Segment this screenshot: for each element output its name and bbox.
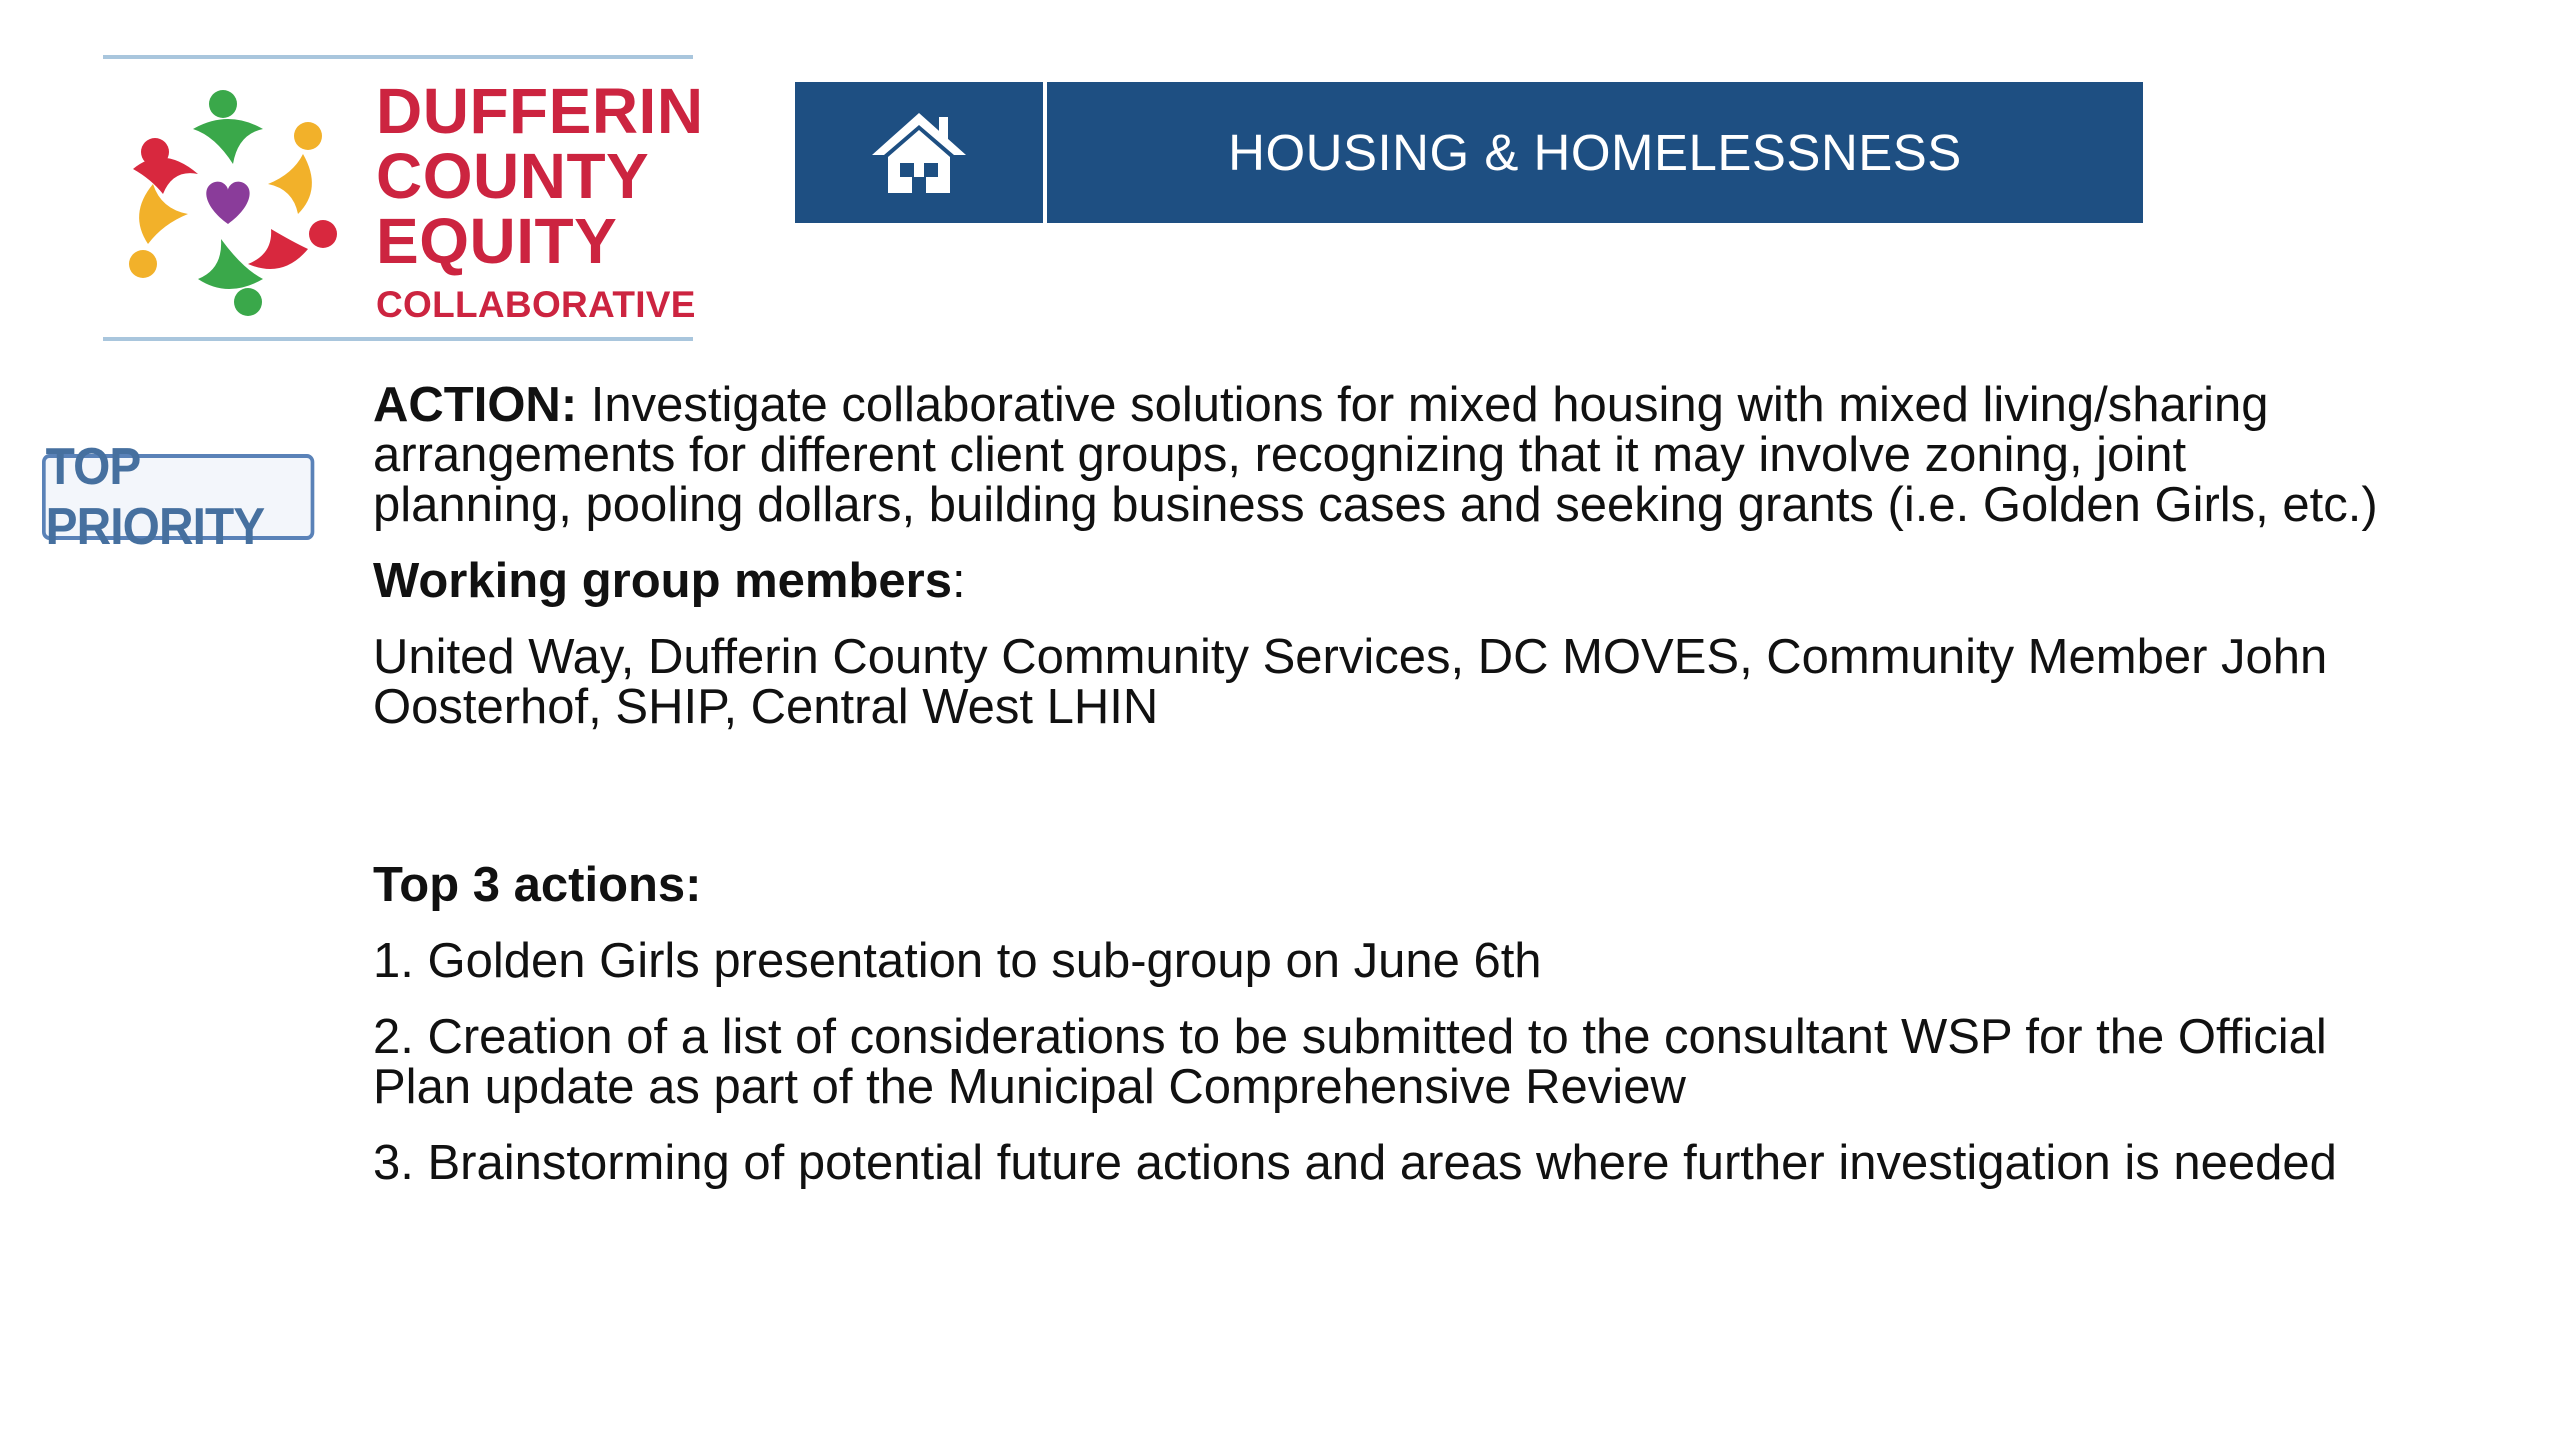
top-priority-stamp: TOP PRIORITY xyxy=(42,454,314,540)
house-icon xyxy=(864,105,974,201)
top-action-item-2: 2. Creation of a list of considerations to be submitted to the consultant WSP for the Official Plan update as part of the Municipal Comprehensive Review xyxy=(373,1010,2327,1114)
working-group-heading-text: Working group members xyxy=(373,554,953,608)
top-actions-heading xyxy=(373,860,2393,910)
action-label: ACTION: xyxy=(373,378,578,432)
logo-wordmark xyxy=(376,75,704,325)
top-action-item-3: 3. Brainstorming of potential future actions and areas where further investigation is needed xyxy=(373,1136,2337,1190)
action-text: Investigate collaborative solutions for mixed housing with mixed living/sharing arrangements for different client groups, recognizing that it may involve zoning, joint planning, pooling dollars, building business cases and seeking grants (i.e. Golden Girls, etc.) xyxy=(373,378,2378,532)
logo-line-dufferin: DUFFERIN xyxy=(376,75,704,147)
top-action-item-1: 1. Golden Girls presentation to sub-group on June 6th xyxy=(373,934,1542,988)
logo-line-equity: EQUITY xyxy=(376,205,618,277)
logo-line-county: COUNTY xyxy=(376,140,650,212)
action-paragraph xyxy=(373,380,2393,530)
working-group-heading xyxy=(373,556,2393,606)
dufferin-county-equity-collaborative-logo xyxy=(103,55,704,341)
banner-title: HOUSING & HOMELESSNESS xyxy=(1228,124,1962,181)
section-banner xyxy=(795,82,2143,223)
working-group-members: United Way, Dufferin County Community Services, DC MOVES, Community Member John Oosterhof, SHIP, Central West LHIN xyxy=(373,630,2328,734)
working-group-heading-colon: : xyxy=(952,554,966,608)
banner-icon-cell xyxy=(795,82,1047,223)
logo-line-collaborative: COLLABORATIVE xyxy=(376,284,696,325)
slide-content xyxy=(373,380,2393,1188)
people-circle-logo-icon xyxy=(103,74,353,324)
top-actions-heading-text: Top 3 actions: xyxy=(373,858,702,912)
